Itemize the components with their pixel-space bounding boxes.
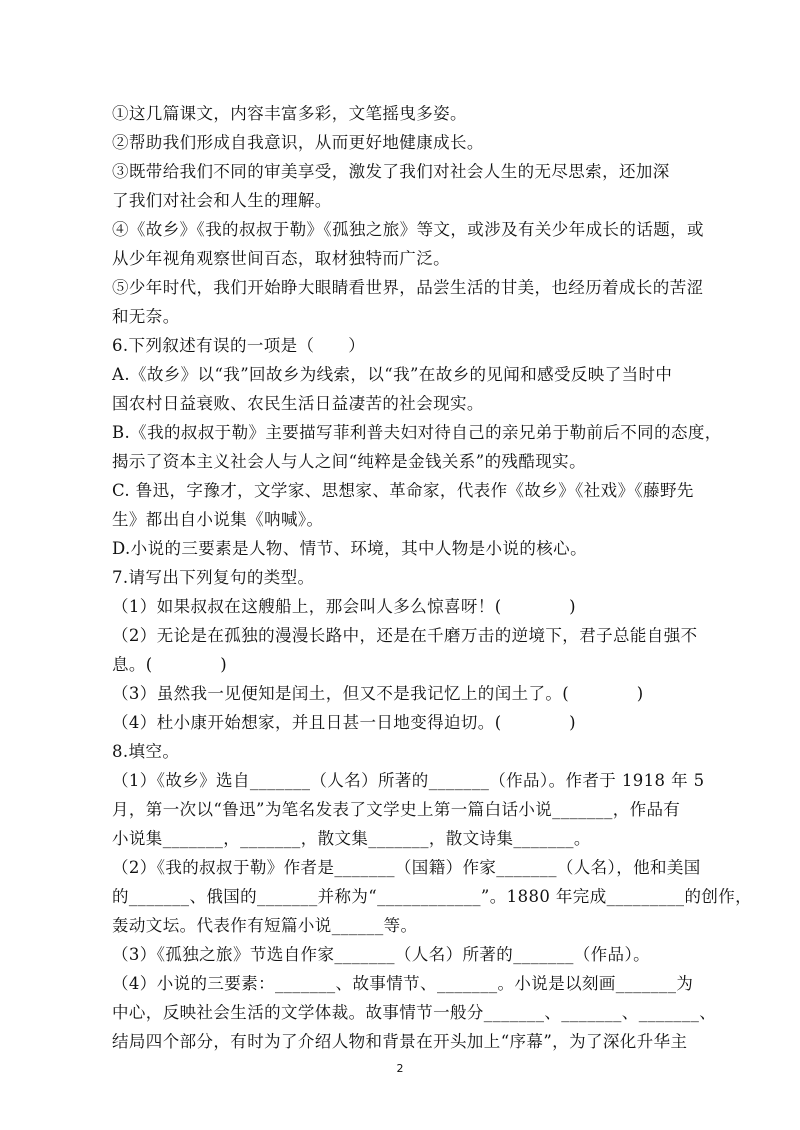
text-line: 轰动文坛。代表作有短篇小说______等。 (112, 916, 418, 935)
text-line: 生》都出自小说集《呐喊》。 (112, 510, 324, 529)
text-line: 国农村日益衰败、农民生活日益凄苦的社会现实。 (112, 394, 484, 413)
text-line: （4）杜小康开始想家，并且日甚一日地变得迫切。( ) (112, 713, 576, 732)
text-line: （1）如果叔叔在这艘船上，那会叫人多么惊喜呀！( ) (112, 597, 576, 616)
text-line: ④《故乡》《我的叔叔于勒》《孤独之旅》等文，或涉及有关少年成长的话题，或 (112, 220, 704, 239)
text-line: ②帮助我们形成自我意识，从而更好地健康成长。 (112, 133, 484, 152)
page-number: 2 (396, 1062, 404, 1075)
text-line: ③既带给我们不同的审美享受，激发了我们对社会人生的无尽思索，还加深 (112, 162, 670, 181)
text-line: 结局四个部分，有时为了介绍人物和背景在开头加上“序幕”，为了深化升华主 (112, 1032, 688, 1051)
text-line: （3）《孤独之旅》节选自作家_______（人名）所著的_______（作品）。 (112, 945, 650, 964)
question-8: 8.填空。 (112, 742, 180, 761)
option-b: B.《我的叔叔于勒》主要描写菲利普夫妇对待自己的亲兄弟于勒前后不同的态度， (112, 423, 722, 442)
text-line: （2）《我的叔叔于勒》作者是_______（国籍）作家_______（人名），他和美国 (112, 858, 701, 877)
text-line: 息。( ) (112, 655, 228, 674)
option-d: D.小说的三要素是人物、情节、环境，其中人物是小说的核心。 (112, 539, 587, 558)
text-line: （2）无论是在孤独的漫漫长路中，还是在千磨万击的逆境下，君子总能自强不 (112, 626, 698, 645)
option-c: C. 鲁迅，字豫才，文学家、思想家、革命家，代表作《故乡》《社戏》《藤野先 (112, 481, 694, 500)
question-7: 7.请写出下列复句的类型。 (112, 568, 315, 587)
text-line: 的_______、俄国的_______并称为“____________”。1880 年完成_________的创作， (112, 887, 753, 906)
text-line: ⑤少年时代，我们开始睁大眼睛看世界，品尝生活的甘美，也经历着成长的苦涩 (112, 278, 704, 297)
option-a: A.《故乡》以“我”回故乡为线索，以“我”在故乡的见闻和感受反映了当时中 (112, 365, 673, 384)
text-line: （4）小说的三要素：_______、故事情节、_______。小说是以刻画_______为 (112, 974, 694, 993)
text-line: （1）《故乡》选自_______（人名）所著的_______（作品）。作者于 1918 年 5 (112, 771, 705, 790)
text-line: （3）虽然我一见便知是闰土，但又不是我记忆上的闰土了。( ) (112, 684, 644, 703)
text-line: 小说集_______，_______，散文集_______，散文诗集_______。 (112, 829, 591, 848)
text-line: 了我们对社会和人生的理解。 (112, 191, 332, 210)
text-line: 和无奈。 (112, 307, 180, 326)
text-line: 中心，反映社会生活的文学体裁。故事情节一般分_______、_______、_______、 (112, 1003, 717, 1022)
text-line: 从少年视角观察世间百态，取材独特而广泛。 (112, 249, 450, 268)
text-line: ①这几篇课文，内容丰富多彩，文笔摇曳多姿。 (112, 104, 467, 123)
text-line: 揭示了资本主义社会人与人之间“纯粹是金钱关系”的残酷现实。 (112, 452, 586, 471)
text-line: 月，第一次以“鲁迅”为笔名发表了文学史上第一篇白话小说_______，作品有 (112, 800, 681, 819)
question-6: 6.下列叙述有误的一项是（ ） (112, 336, 366, 355)
